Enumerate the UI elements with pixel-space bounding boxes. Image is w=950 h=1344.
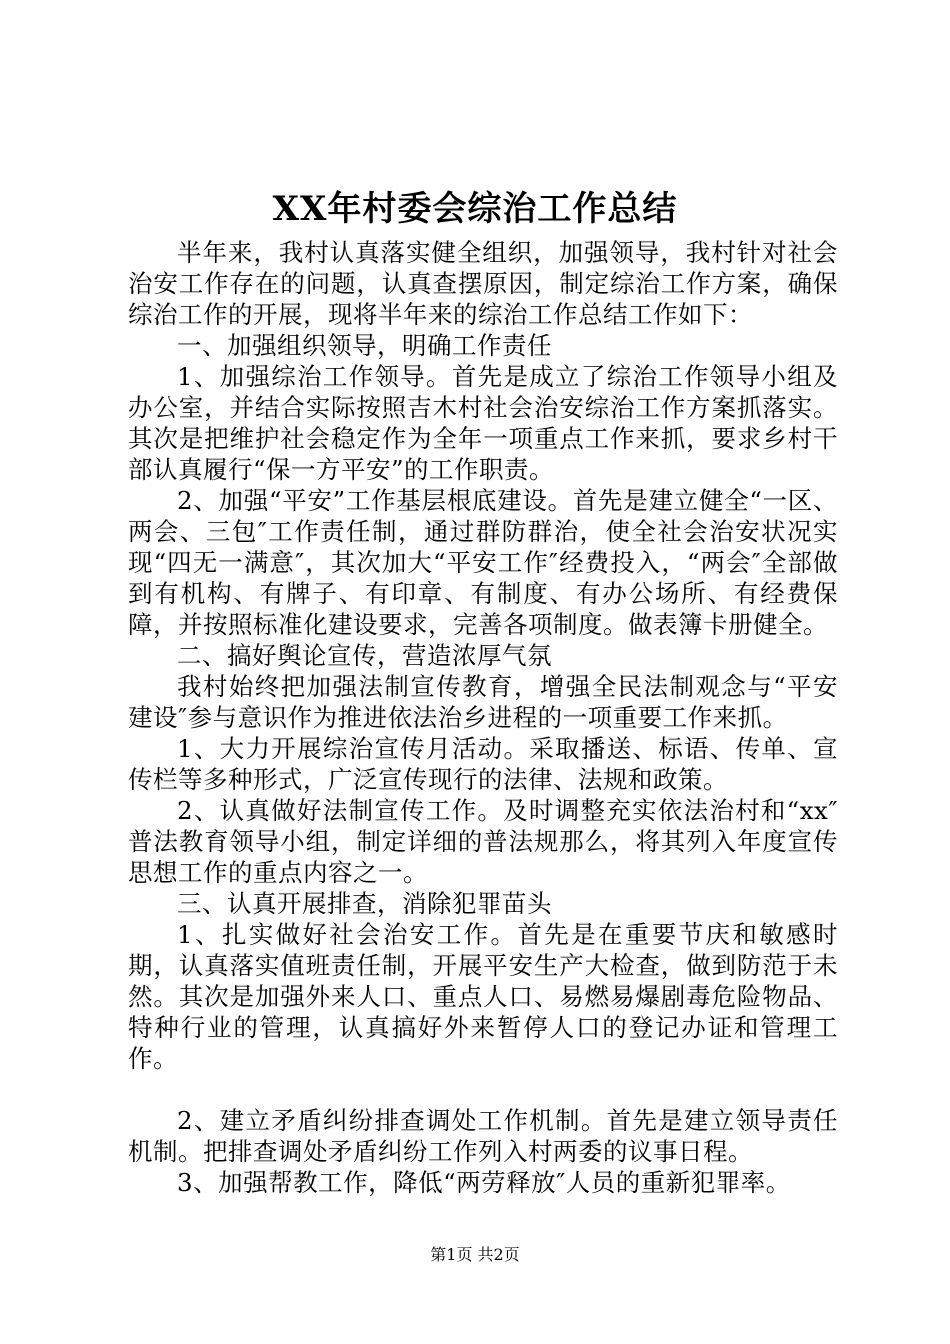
section-heading-3: 三、认真开展排查，消除犯罪苗头 xyxy=(177,889,552,918)
section-heading-1: 一、加强组织领导，明确工作责任 xyxy=(177,331,552,360)
section-2-item-1: 1、大力开展综治宣传月活动。采取播送、标语、传单、宣传栏等多种形式，广泛宣传现行的法律、法规和政策。 xyxy=(128,734,838,794)
section-heading-2: 二、搞好舆论宣传，营造浓厚气氛 xyxy=(177,641,552,670)
intro-paragraph: 半年来，我村认真落实健全组织，加强领导，我村针对社会治安工作存在的问题，认真查摆原因，制定综治工作方案，确保综治工作的开展，现将半年来的综治工作总结工作如下： xyxy=(128,238,838,329)
document-title: XX年村委会综治工作总结 xyxy=(272,189,678,229)
page-footer xyxy=(0,1244,950,1266)
document-body xyxy=(128,237,838,1198)
section-3-item-2: 2、建立矛盾纠纷排查调处工作机制。首先是建立领导责任机制。把排查调处矛盾纠纷工作列入村两委的议事日程。 xyxy=(128,1106,838,1166)
page-indicator: 第1页 共2页 xyxy=(430,1245,520,1264)
section-1-item-1: 1、加强综治工作领导。首先是成立了综治工作领导小组及办公室，并结合实际按照吉木村社会治安综治工作方案抓落实。其次是把维护社会稳定作为全年一项重点工作来抓，要求乡村干部认真履行“保一方平安”的工作职责。 xyxy=(128,362,838,484)
section-3-item-3: 3、加强帮教工作，降低“两劳释放″人员的重新犯罪率。 xyxy=(177,1168,791,1197)
section-2-item-2: 2、认真做好法制宣传工作。及时调整充实依法治村和“xx″普法教育领导小组，制定详细的普法规那么，将其列入年度宣传思想工作的重点内容之一。 xyxy=(128,796,838,887)
section-2-intro: 我村始终把加强法制宣传教育，增强全民法制观念与“平安建设″参与意识作为推进依法治乡进程的一项重要工作来抓。 xyxy=(128,672,838,732)
section-1-item-2: 2、加强“平安”工作基层根底建设。首先是建立健全“一区、两会、三包″工作责任制，通过群防群治，使全社会治安状况实现“四无一满意″，其次加大“平安工作″经费投入，“两会″全部做到有机构、有牌子、有印章、有制度、有办公场所、有经费保障，并按照标准化建设要求，完善各项制度。做表簿卡册健全。 xyxy=(128,486,838,639)
section-3-item-1: 1、扎实做好社会治安工作。首先是在重要节庆和敏感时期，认真落实值班责任制，开展平安生产大检查，做到防范于未然。其次是加强外来人口、重点人口、易燃易爆剧毒危险物品、特种行业的管理，认真搞好外来暂停人口的登记办证和管理工作。 xyxy=(128,920,838,1073)
